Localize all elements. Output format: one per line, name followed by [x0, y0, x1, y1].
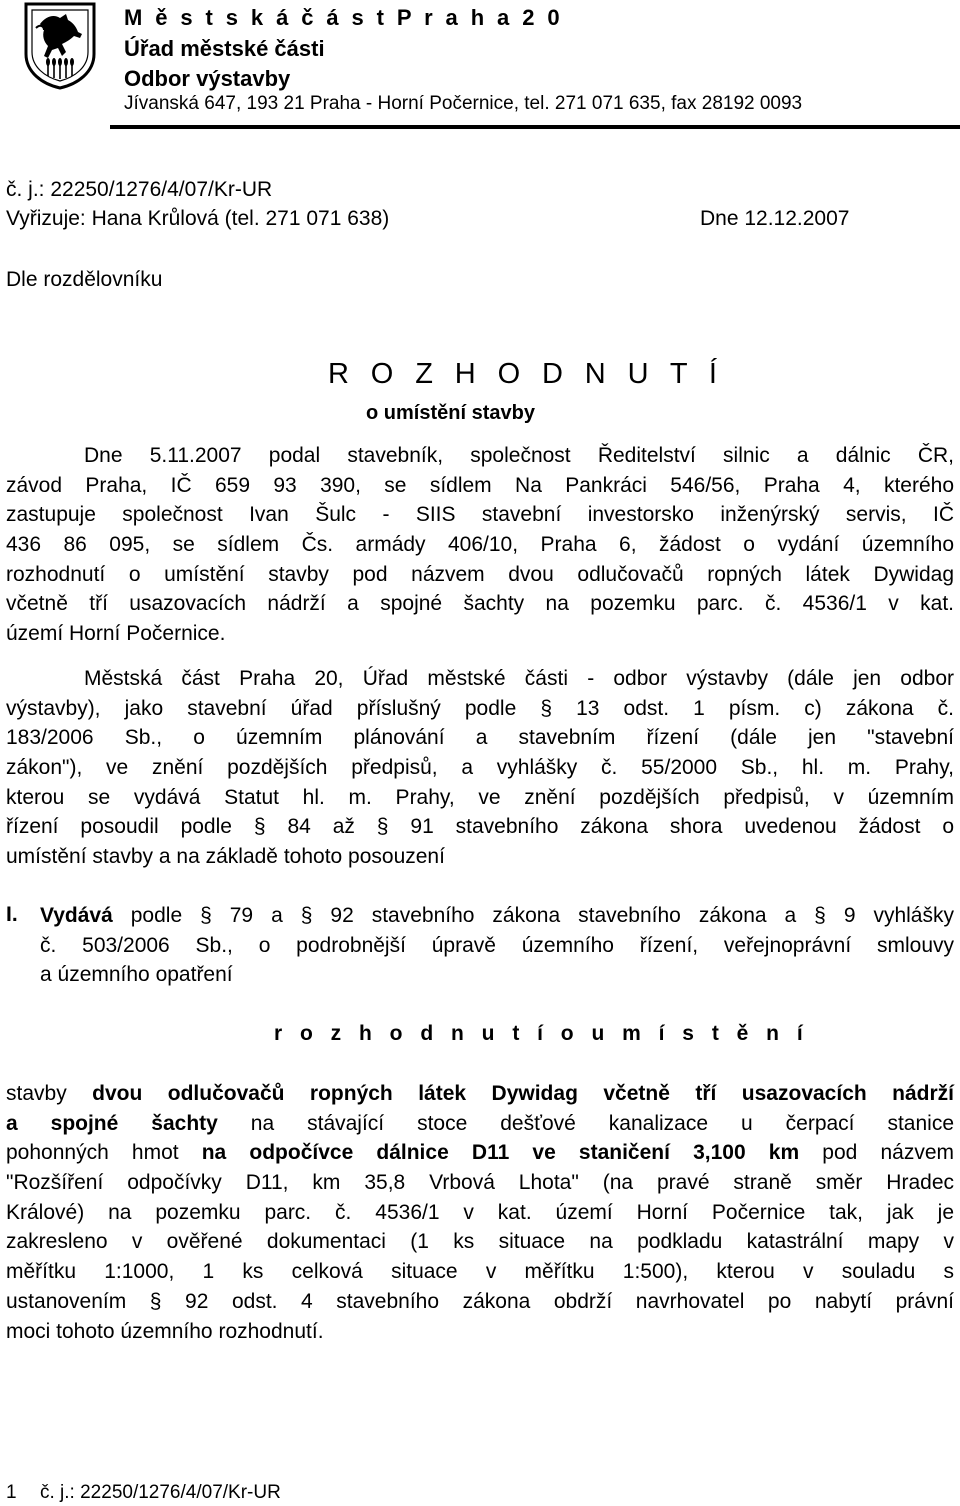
text-line: měřítku 1:1000, 1 ks celková situace v měřítku 1:500), kterou v souladu s — [6, 1260, 954, 1284]
paragraph-authority — [6, 664, 954, 872]
text-line: Městská část Praha 20, Úřad městské části - odbor výstavby (dále jen odbor — [84, 667, 954, 690]
text-line: a územního opatření — [40, 963, 233, 987]
issue-lead: Vydává — [40, 904, 113, 927]
footer-page-number: 1 — [6, 1482, 17, 1503]
office-authority: Úřad městské části — [124, 36, 325, 61]
text-line: území Horní Počernice. — [6, 622, 226, 646]
text-line: zákon"), ve znění pozdějších předpisů, a vyhlášky č. 55/2000 Sb., hl. m. Prahy, — [6, 756, 954, 780]
document-title: R O Z H O D N U T Í — [328, 358, 724, 390]
section-issue — [40, 901, 954, 990]
issue-line-rest: podle § 79 a § 92 stavebního zákona stavebního zákona a § 9 vyhlášky — [112, 904, 954, 927]
text-run-bold: na odpočívce dálnice D11 ve staničení 3,100 km — [201, 1141, 800, 1165]
text-line: kterou se vydává Statut hl. m. Prahy, ve znění pozdějších předpisů, v územním — [6, 785, 954, 809]
section-number: I. — [6, 903, 18, 926]
document-date: Dne 12.12.2007 — [700, 207, 850, 230]
text-run-bold: a spojné šachty — [6, 1111, 218, 1135]
text-line: č. 503/2006 Sb., o podrobnější úpravě územního řízení, veřejnoprávní smlouvy — [40, 933, 954, 957]
text-run: pod názvem — [799, 1141, 954, 1165]
reference-number: č. j.: 22250/1276/4/07/Kr-UR — [6, 178, 273, 201]
text-run: na stávající stoce dešťové kanalizace u čerpací stanice — [217, 1111, 955, 1135]
recipient: Dle rozdělovníku — [6, 268, 163, 291]
text-line: Králové) na pozemku parc. č. 4536/1 v kat. území Horní Počernice tak, jak je — [6, 1200, 954, 1224]
text-run-bold: dvou odlučovačů ropných látek Dywidag včetně tří usazovacích nádrží — [92, 1082, 954, 1105]
office-name: M ě s t s k á č á s t P r a h a 2 0 — [124, 5, 563, 30]
text-line: umístění stavby a na základě tohoto posouzení — [6, 845, 445, 869]
text-line: výstavby), jako stavební úřad příslušný podle § 13 odst. 1 písm. c) zákona č. — [6, 696, 954, 720]
office-address: Jívanská 647, 193 21 Praha - Horní Počernice, tel. 271 071 635, fax 28192 0093 — [124, 93, 803, 114]
office-department: Odbor výstavby — [124, 66, 291, 91]
paragraph-request — [6, 441, 954, 649]
text-run: stavby — [6, 1082, 93, 1105]
text-line: "Rozšíření odpočívky D11, km 35,8 Vrbová Lhota" (na pravé straně směr Hradec — [6, 1171, 954, 1195]
text-line: ustanovením § 92 odst. 4 stavebního zákona obdrží navrhovatel po nabytí právní — [6, 1289, 954, 1313]
decision-heading: r o z h o d n u t í o u m í s t ě n í — [274, 1022, 809, 1045]
text-line: rozhodnutí o umístění stavby pod názvem dvou odlučovačů ropných látek Dywidag — [6, 562, 954, 586]
document-subtitle: o umístění stavby — [366, 402, 535, 424]
text-line — [40, 901, 954, 931]
text-line: Dne 5.11.2007 podal stavebník, společnost Ředitelství silnic a dálnic ČR, — [84, 444, 954, 467]
text-line — [6, 1138, 954, 1168]
text-line: zakresleno v ověřené dokumentaci (1 ks situace na podkladu katastrální mapy v — [6, 1230, 954, 1254]
handler-info: Vyřizuje: Hana Krůlová (tel. 271 071 638) — [6, 207, 390, 230]
text-line: zastupuje společnost Ivan Šulc - SIIS stavební investorsko inženýrský servis, IČ — [6, 503, 954, 527]
text-line: včetně tří usazovacích nádrží a spojné šachty na pozemku parc. č. 4536/1 v kat. — [6, 592, 954, 616]
text-line: 183/2006 Sb., o územním plánování a stavebním řízení (dále jen "stavební — [6, 726, 954, 750]
text-line: řízení posoudil podle § 84 až § 91 stavebního zákona shora uvedenou žádost o — [6, 815, 954, 839]
text-line: závod Praha, IČ 659 93 390, se sídlem Na Pankráci 546/56, Praha 4, kterého — [6, 473, 954, 497]
header-rule — [110, 125, 960, 129]
text-line — [6, 1079, 954, 1109]
text-line — [6, 1109, 954, 1139]
paragraph-decision — [6, 1079, 954, 1346]
horse-coat-of-arms-icon — [22, 2, 98, 90]
text-line: 436 86 095, se sídlem Čs. armády 406/10, Praha 6, žádost o vydání územního — [6, 533, 954, 557]
text-run: pohonných hmot — [6, 1141, 202, 1165]
text-line: moci tohoto územního rozhodnutí. — [6, 1319, 324, 1343]
footer-reference: č. j.: 22250/1276/4/07/Kr-UR — [40, 1482, 281, 1503]
